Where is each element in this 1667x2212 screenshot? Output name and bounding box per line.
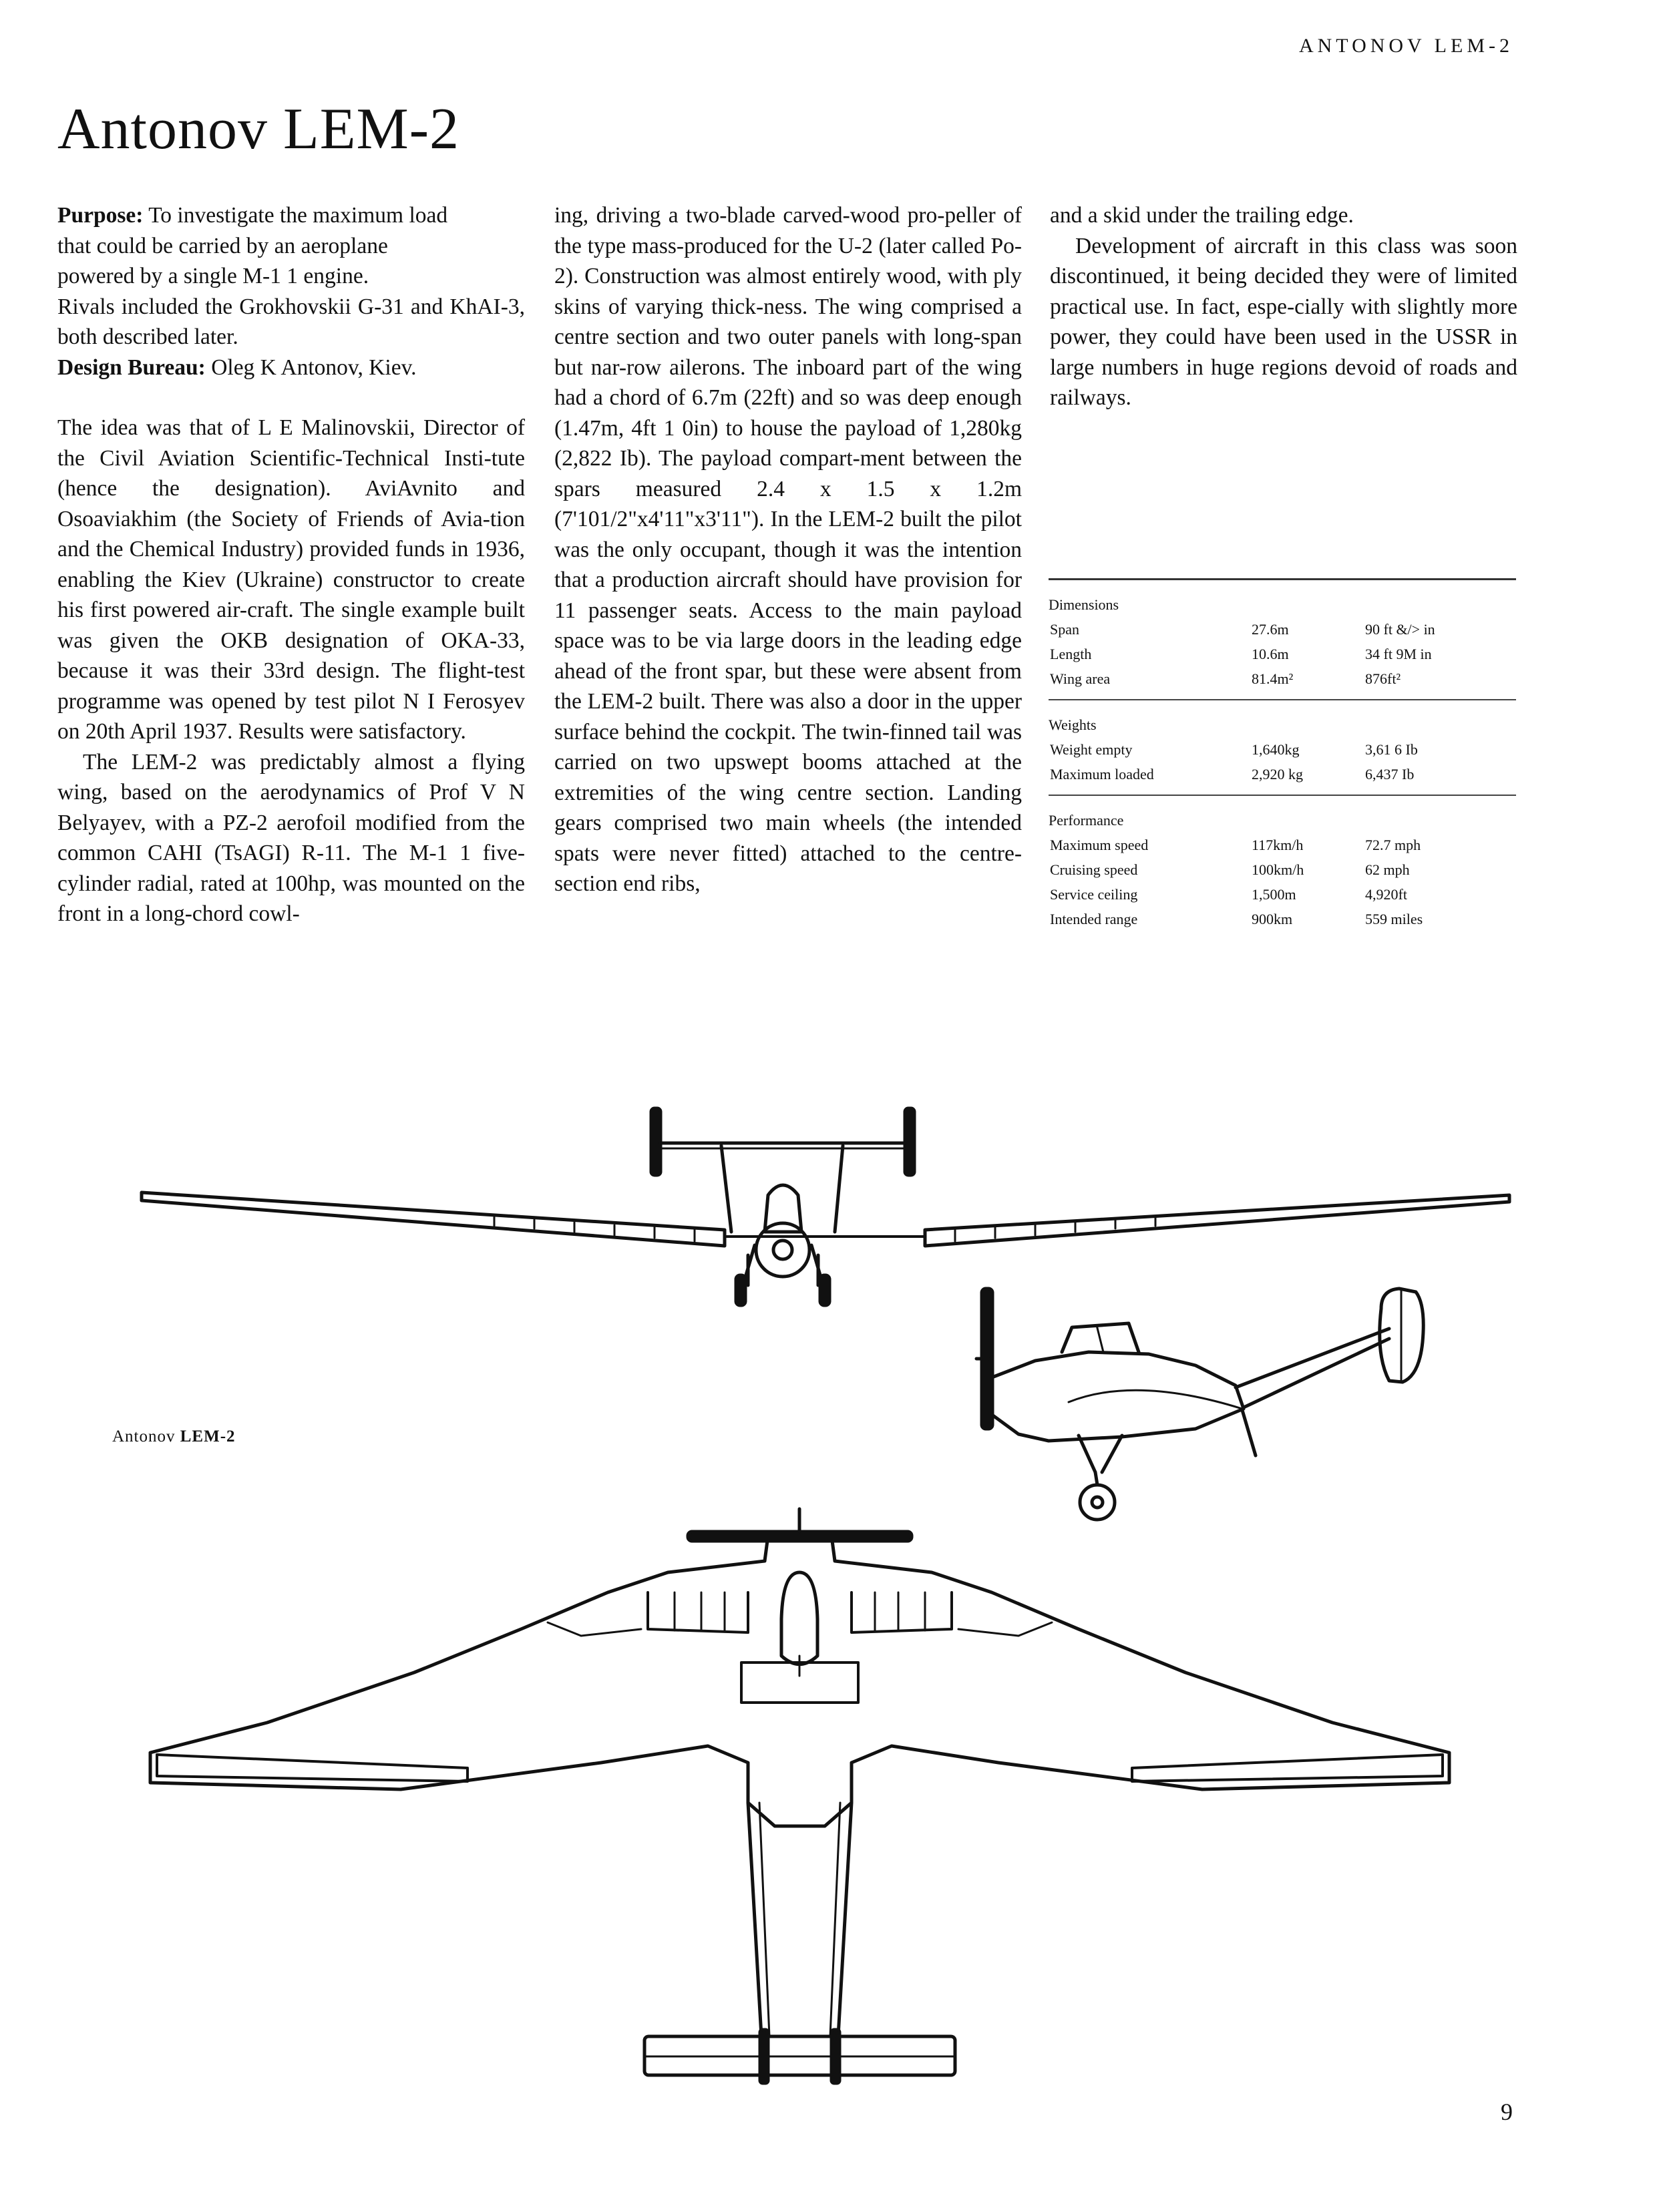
spec-imperial: 6,437 Ib xyxy=(1365,766,1415,783)
purpose-line-3: powered by a single M-1 1 engine. xyxy=(57,264,369,288)
spec-heading: Dimensions xyxy=(1049,596,1119,613)
rivals-paragraph: Rivals included the Grokhovskii G-31 and KhAI-3, both described later. xyxy=(57,294,525,349)
spec-metric: 27.6m xyxy=(1252,621,1289,638)
design-bureau-value: Oleg K Antonov, Kiev. xyxy=(211,355,417,380)
spec-imperial: 559 miles xyxy=(1365,911,1423,927)
figure-caption-name: LEM-2 xyxy=(180,1427,236,1446)
spec-imperial: 72.7 mph xyxy=(1365,837,1421,853)
purpose-line-2: that could be carried by an aeroplane xyxy=(57,233,388,258)
spec-metric: 81.4m² xyxy=(1252,670,1294,687)
front-view-drawing xyxy=(142,1108,1509,1305)
spec-label: Span xyxy=(1050,621,1079,638)
body-paragraph: Development of aircraft in this class was soon discontinued, it being decided they were of limited practical use. In fact, espe-cially with slightly more power, they could have been used in the USSR in large numbers in huge regions devoid of roads and railways. xyxy=(1050,233,1517,410)
spec-label: Maximum speed xyxy=(1050,837,1149,853)
spec-label: Cruising speed xyxy=(1050,861,1138,878)
page-title: Antonov LEM-2 xyxy=(57,97,460,162)
purpose-label: Purpose: xyxy=(57,203,144,228)
spec-metric: 100km/h xyxy=(1252,861,1304,878)
spec-heading: Weights xyxy=(1049,716,1097,733)
spec-label: Length xyxy=(1050,646,1092,662)
body-paragraph: ing, driving a two-blade carved-wood pro-peller of the type mass-produced for the U-2 (later called Po-2). Construction was almost entirely wood, with ply skins of varying thick-ness. The wing comprised a centre section and two outer panels with long-span but nar-row ailerons. The inboard part of the wing had a chord of 6.7m (22ft) and so was deep enough (1.47m, 4ft 1 0in) to house the payload of 1,280kg (2,822 Ib). The payload compart-ment between the spars measured 2.4 x 1.5 x 1.2m (7'101/2"x4'11"x3'11"). In the LEM-2 built the pilot was the only occupant, though it was the intention that a production aircraft should have provision for 11 passenger seats. Access to the main payload space was to be via large doors in the leading edge ahead of the front spar, but these were absent from the LEM-2 built. There was also a door in the upper surface behind the cockpit. The twin-finned tail was carried on two upswept booms attached at the extremities of the wing centre section. Landing gears comprised two main wheels (the intended spats were never fitted) attached to the centre-section end ribs, xyxy=(554,203,1022,896)
spec-metric: 2,920 kg xyxy=(1252,766,1303,783)
body-paragraph: The idea was that of L E Malinovskii, Director of the Civil Aviation Scientific-Technical Insti-tute (hence the designation). AviAvnito and Osoaviakhim (the Society of Friends of Avia-tion and the Chemical Industry) provided funds in 1936, enabling the Kiev (Ukraine) constructor to create his first powered air-craft. The single example built was given the OKB designation of OKA-33, because it was their 33rd design. The flight-test programme was opened by test pilot N I Ferosyev on 20th April 1937. Results were satisfactory. xyxy=(57,415,525,744)
body-paragraph: and a skid under the trailing edge. xyxy=(1050,203,1354,228)
purpose-line-1: To investigate the maximum load xyxy=(148,203,448,228)
page-number: 9 xyxy=(1501,2098,1513,2125)
spec-imperial: 4,920ft xyxy=(1365,886,1407,903)
spec-imperial: 876ft² xyxy=(1365,670,1401,687)
spec-heading: Performance xyxy=(1049,812,1124,829)
spec-metric: 117km/h xyxy=(1252,837,1304,853)
spec-label: Wing area xyxy=(1050,670,1111,687)
spec-imperial: 34 ft 9M in xyxy=(1365,646,1432,662)
spec-label: Weight empty xyxy=(1050,741,1133,758)
spec-metric: 1,640kg xyxy=(1252,741,1300,758)
design-bureau-label: Design Bureau: xyxy=(57,355,206,380)
spec-metric: 10.6m xyxy=(1252,646,1289,662)
spec-imperial: 90 ft &/> in xyxy=(1365,621,1435,638)
side-view-drawing xyxy=(976,1289,1423,1520)
spec-metric: 1,500m xyxy=(1252,886,1296,903)
spec-imperial: 62 mph xyxy=(1365,861,1410,878)
spec-label: Service ceiling xyxy=(1050,886,1138,903)
figure-caption-prefix: Antonov xyxy=(112,1427,176,1446)
running-header: ANTONOV LEM-2 xyxy=(1298,35,1513,57)
body-paragraph: The LEM-2 was predictably almost a flying wing, based on the aerodynamics of Prof V N Belyayev, with a PZ-2 aerofoil modified from the common CAHI (TsAGI) R-11. The M-1 1 five-cylinder radial, rated at 100hp, was mounted on the front in a long-chord cowl- xyxy=(57,749,525,926)
plan-view-drawing xyxy=(150,1509,1449,2083)
figure-caption xyxy=(112,1427,236,1446)
spec-label: Intended range xyxy=(1050,911,1138,927)
spec-label: Maximum loaded xyxy=(1050,766,1154,783)
spec-metric: 900km xyxy=(1252,911,1293,927)
spec-imperial: 3,61 6 Ib xyxy=(1365,741,1418,758)
